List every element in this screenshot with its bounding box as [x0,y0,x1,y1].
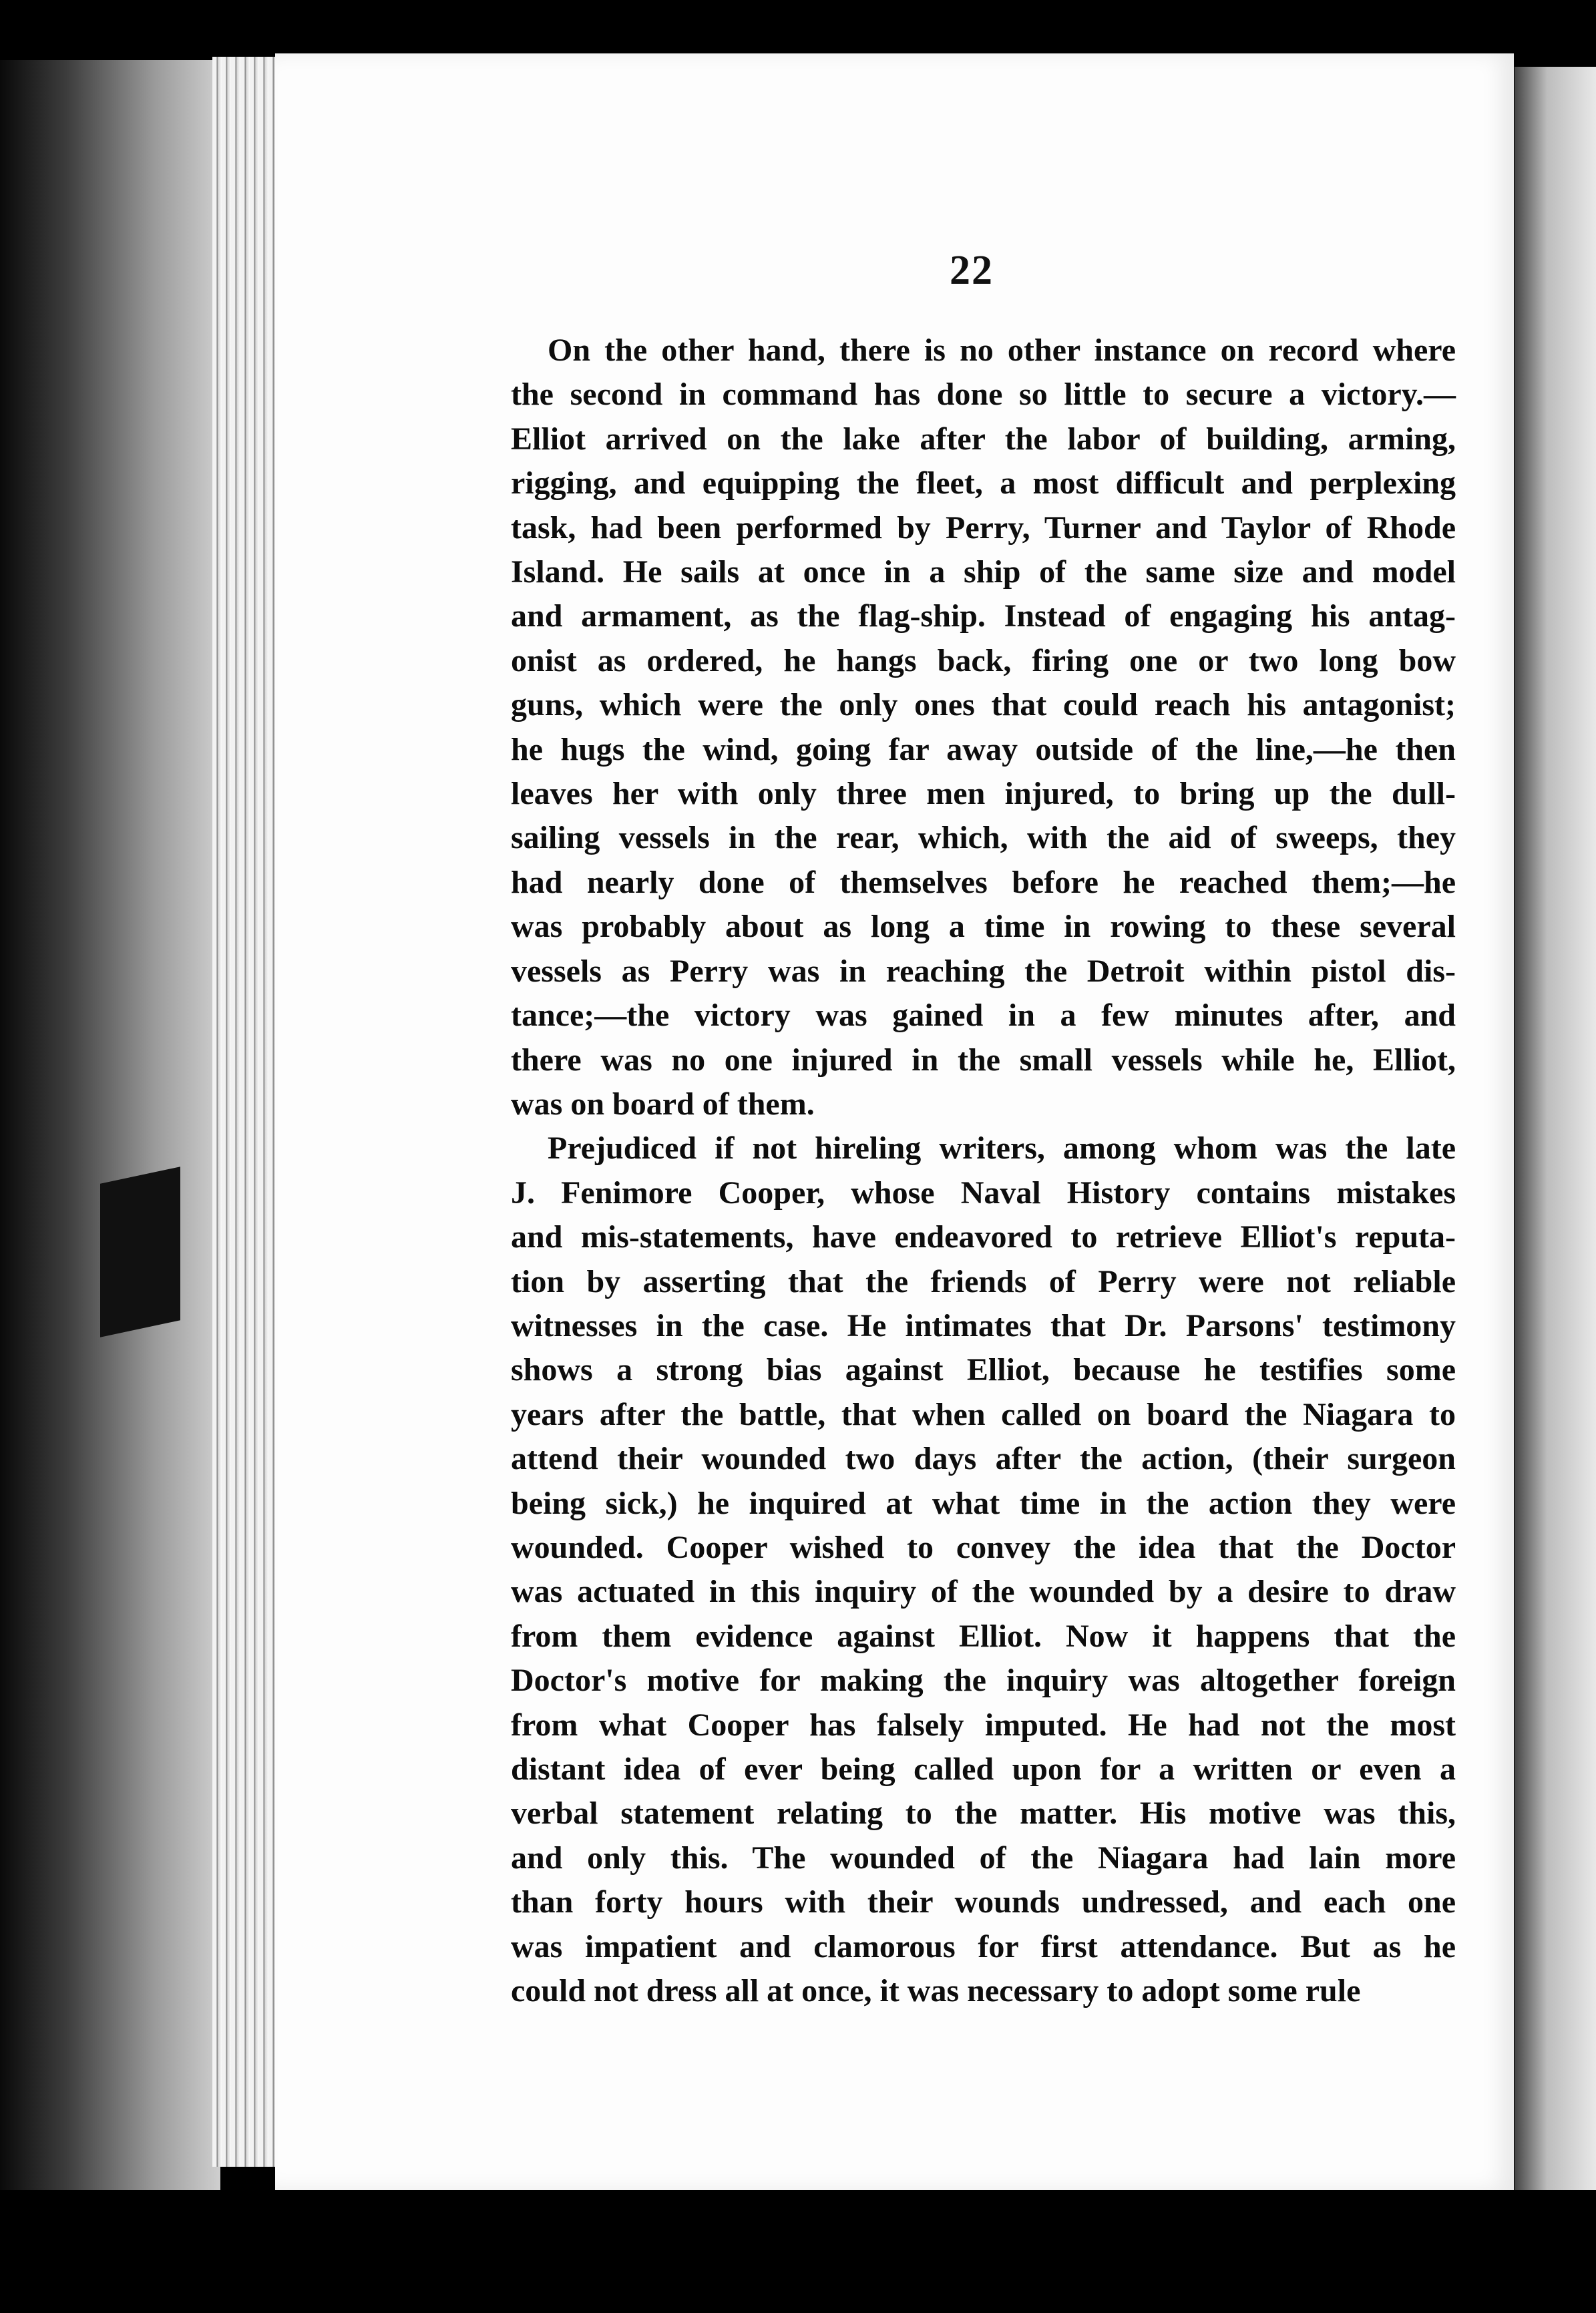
text-line: than forty hours with their wounds undressed, and each one [511,1884,1456,1920]
text-line: distant idea of ever being called upon for a written or even a [511,1751,1456,1787]
paragraph-2 [511,1126,1456,2013]
text-line: had nearly done of themselves before he reached them;—he [511,864,1456,900]
text-line: sailing vessels in the rear, which, with the aid of sweeps, they [511,820,1456,856]
text-line: wounded. Cooper wished to convey the idea that the Doctor [511,1529,1456,1565]
text-line: Prejudiced if not hireling writers, among whom was the late [548,1130,1456,1167]
text-line: was probably about as long a time in rowing to these several [511,909,1456,945]
text-line: from what Cooper has falsely imputed. He had not the most [511,1707,1456,1743]
text-line: from them evidence against Elliot. Now it happens that the [511,1618,1456,1654]
text-line: could not dress all at once, it was necessary to adopt some rule [511,1973,1361,2009]
text-line: years after the battle, that when called on board the Niagara to [511,1396,1456,1432]
page-stack-edges [212,57,279,2167]
bookmark-ribbon [100,1167,180,1337]
text-line: the second in command has done so little to secure a victory.— [511,377,1456,413]
text-line: leaves her with only three men injured, to bring up the dull- [511,776,1456,812]
text-line: guns, which were the only ones that could reach his antagonist; [511,687,1456,723]
text-line: tion by asserting that the friends of Perry were not reliable [511,1263,1456,1299]
text-line: rigging, and equipping the fleet, a most difficult and perplexing [511,465,1456,501]
page-number: 22 [950,248,994,293]
text-line: task, had been performed by Perry, Turner and Taylor of Rhode [511,509,1456,546]
text-line: onist as ordered, he hangs back, firing one or two long bow [511,642,1456,678]
text-line: there was no one injured in the small vessels while he, Elliot, [511,1042,1456,1078]
text-line: vessels as Perry was in reaching the Detroit within pistol dis- [511,953,1456,989]
text-line: was actuated in this inquiry of the wounded by a desire to draw [511,1574,1456,1610]
text-line: and mis-statements, have endeavored to retrieve Elliot's reputa- [511,1219,1456,1255]
text-line: was impatient and clamorous for first attendance. But as he [511,1928,1456,1964]
text-line: Doctor's motive for making the inquiry was altogether foreign [511,1663,1456,1699]
text-line: Elliot arrived on the lake after the labor of building, arming, [511,421,1456,457]
text-line: and only this. The wounded of the Niagara had lain more [511,1840,1456,1876]
paragraph-1 [511,329,1456,1126]
text-line: J. Fenimore Cooper, whose Naval History contains mistakes [511,1175,1456,1211]
text-line: attend their wounded two days after the action, (their surgeon [511,1441,1456,1477]
bottom-shadow [0,2190,1596,2313]
text-line: verbal statement relating to the matter. His motive was this, [511,1796,1456,1832]
text-line: he hugs the wind, going far away outside of the line,—he then [511,731,1456,767]
text-line: tance;—the victory was gained in a few minutes after, and [511,998,1456,1034]
text-line: On the other hand, there is no other instance on record where [548,333,1456,368]
text-line: and armament, as the flag-ship. Instead of engaging his antag- [511,598,1456,634]
text-line: shows a strong bias against Elliot, because he testifies some [511,1352,1456,1388]
body-text [511,329,1456,2013]
text-line: Island. He sails at once in a ship of the same size and model [511,554,1456,590]
text-line: witnesses in the case. He intimates that Dr. Parsons' testimony [511,1307,1456,1343]
text-line: was on board of them. [511,1086,815,1122]
text-line: being sick,) he inquired at what time in the action they were [511,1485,1456,1521]
right-book-edge [1515,67,1596,2203]
